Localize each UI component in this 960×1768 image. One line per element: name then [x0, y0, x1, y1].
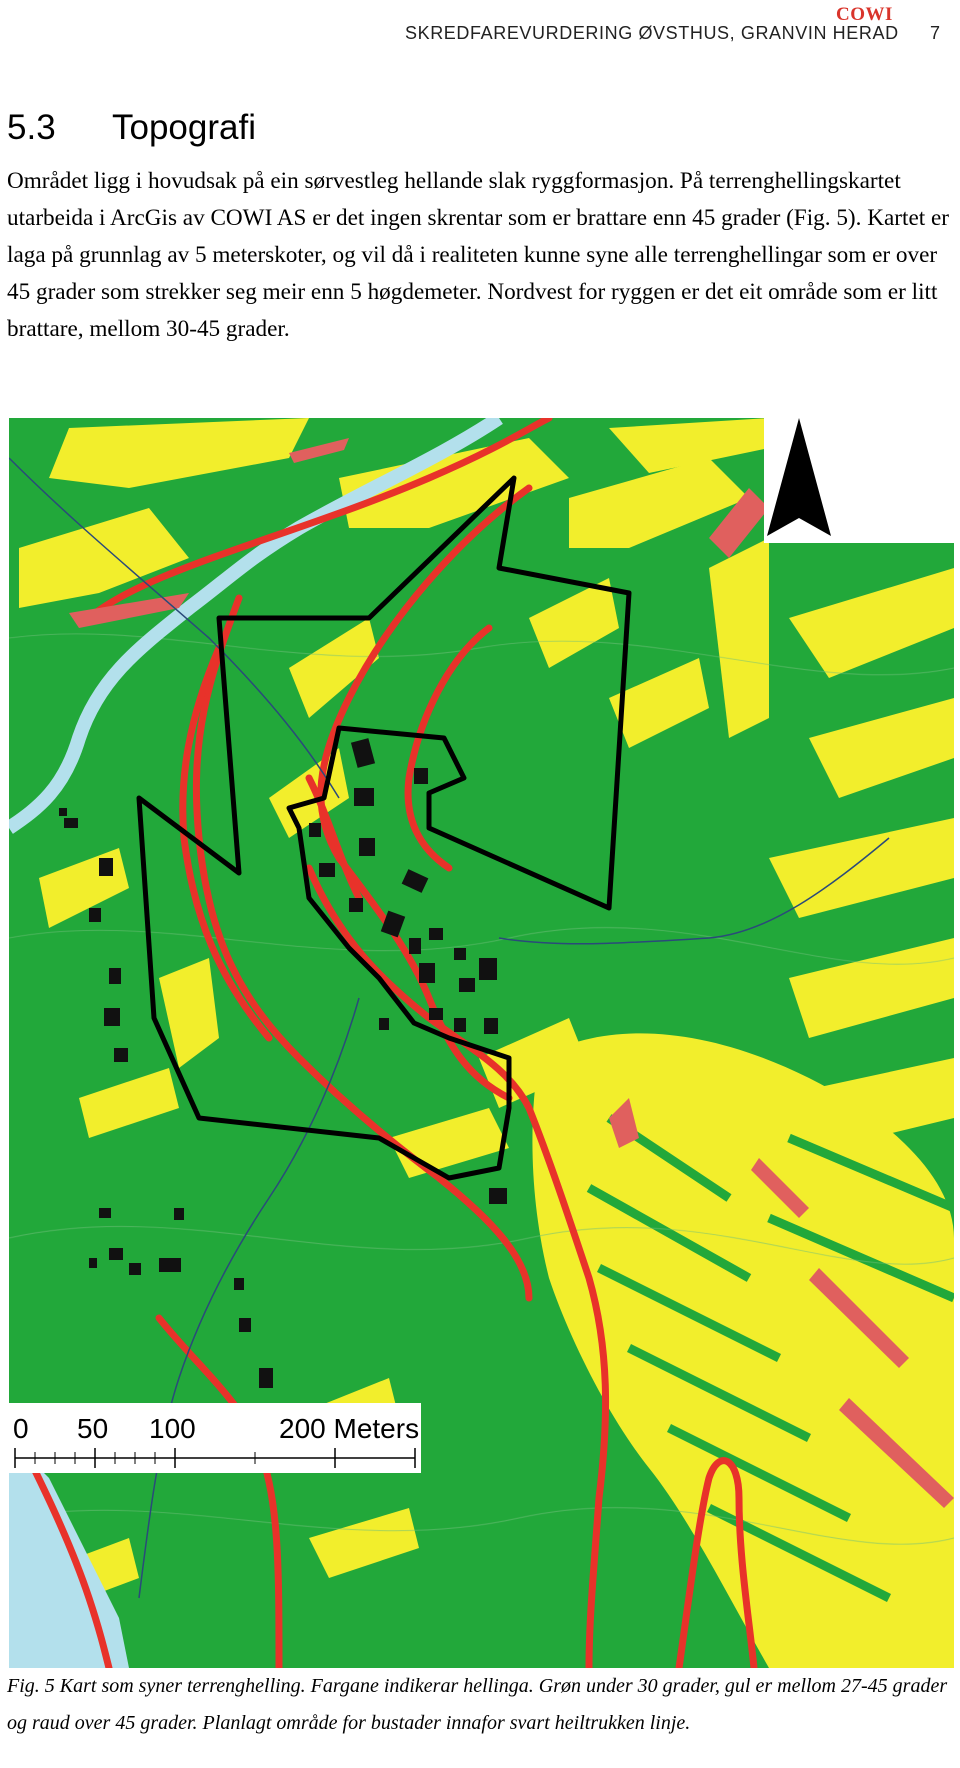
slope-map-figure [9, 418, 954, 1668]
running-header-title: SKREDFAREVURDERING ØVSTHUS, GRANVIN HERAD [405, 23, 899, 43]
section-heading [7, 108, 256, 148]
slope-map [9, 418, 954, 1668]
figure-caption: Fig. 5 Kart som syner terrenghelling. Fargane indikerar hellinga. Grøn under 30 grader, gul er mellom 27-45 grader og raud over 45 grader. Planlagt område for bustader innafor svart heiltrukken linje. [7, 1675, 948, 1734]
scale-label-0: 0 [13, 1413, 29, 1444]
company-logo: COWI [836, 4, 893, 25]
scale-bar [9, 1403, 421, 1473]
scale-label-200-meters: 200 Meters [279, 1413, 420, 1444]
body-paragraph: Området ligg i hovudsak på ein sørvestleg hellande slak ryggformasjon. På terrenghellingskartet utarbeida i ArcGis av COWI AS er det ingen skrentar som er brattare enn 45 grader (Fig. 5). Kartet er laga på grunnlag av 5 meterskoter, og vil då i realiteten kunne syne alle terrenghellingar som er over 45 grader som strekker seg meir enn 5 høgdemeter. Nordvest for ryggen er det eit område som er litt brattare, mellom 30-45 grader. [7, 168, 949, 342]
section-number: 5.3 [7, 108, 56, 147]
page-number: 7 [930, 23, 941, 43]
section-title: Topografi [112, 108, 256, 147]
scale-label-50: 50 [77, 1413, 109, 1444]
scale-label-100: 100 [149, 1413, 196, 1444]
north-arrow [764, 418, 954, 543]
